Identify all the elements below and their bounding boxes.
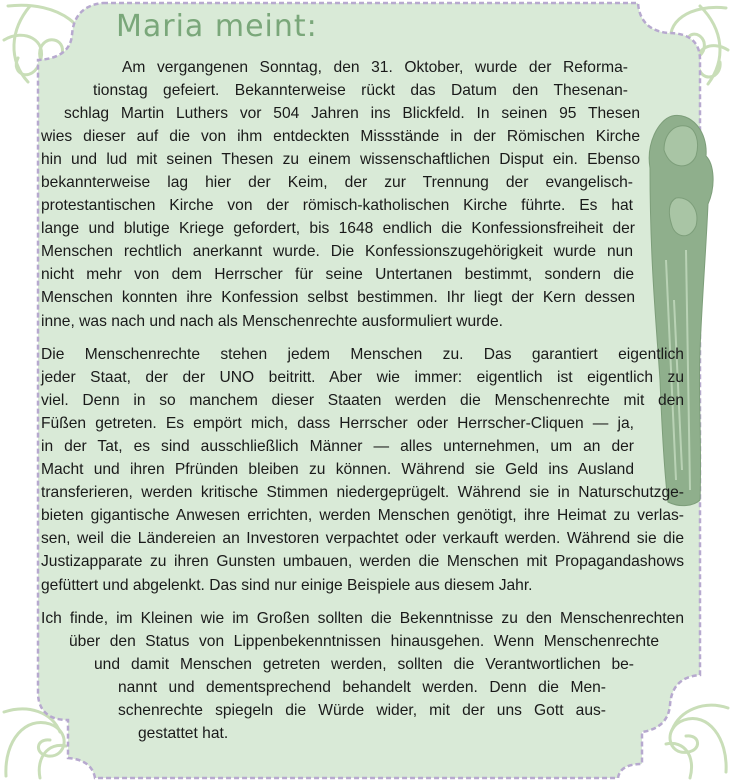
paragraph-3-line: über den Status von Lippenbekenntnissen hinausgehen. Wenn Menschenrechte xyxy=(69,633,659,650)
paragraph-3-line: Ich finde, im Kleinen wie im Großen sollten die Bekenntnisse zu den Menschenrechten xyxy=(41,610,684,627)
paragraph-1-line: hin und lud mit seinen Thesen zu einem wissenschaftlichen Disput ein. Ebenso xyxy=(41,151,640,168)
paragraph-2-line: Füßen getreten. Es empört mich, dass Herrscher oder Herrscher-Cliquen — ja, xyxy=(41,415,634,432)
paragraph-2-line: transferieren, werden kritische Stimmen niedergeprügelt. Während sie in Naturschutzge- xyxy=(41,484,684,501)
paragraph-2-line: jeder Staat, der der UNO beitritt. Aber wie immer: eigentlich ist eigentlich zu xyxy=(41,369,684,386)
paragraph-1-line: nicht mehr von dem Herrscher für seine Untertanen bestimmt, sondern die xyxy=(41,266,634,283)
paragraph-2-line: sen, weil die Ländereien an Investoren verpachtet oder verkauft werden. Während sie die xyxy=(41,530,684,547)
paragraph-3-line: gestattet hat. xyxy=(138,725,229,742)
paragraph-1-line: Am vergangenen Sonntag, den 31. Oktober, wurde der Reforma- xyxy=(122,59,628,76)
paragraph-2-line: viel. Denn in so manchem dieser Staaten werden die Menschenrechte mit den xyxy=(41,392,684,409)
paragraph-2-line: bieten gigantische Anwesen errichten, werden Menschen genötigt, ihre Heimat zu verlas- xyxy=(41,507,684,524)
paragraph-1-line: Menschen konnten ihre Konfession selbst bestimmen. Ihr liegt der Kern dessen xyxy=(41,289,635,306)
paragraph-1-line: wies dieser auf die von ihm entdeckten Missstände in der Römischen Kirche xyxy=(41,128,640,145)
paragraph-1-line: bekannterweise lag hier der Keim, der zur Trennung der evangelisch- xyxy=(41,174,633,191)
paragraph-1-line: schlag Martin Luthers vor 504 Jahren ins Blickfeld. In seinen 95 Thesen xyxy=(64,105,640,122)
paragraph-1-line: inne, was nach und nach als Menschenrechte ausformuliert wurde. xyxy=(41,313,504,330)
paragraph-2-line: Justizapparate zu ihren Gunsten umbauen, werden die Menschen mit Propagandashows xyxy=(41,553,684,570)
paragraph-2-line: Macht und ihren Pfründen bleiben zu können. Während sie Geld ins Ausland xyxy=(41,461,634,478)
paragraph-2-line: gefüttert und abgelenkt. Das sind nur einige Beispiele aus diesem Jahr. xyxy=(41,577,533,594)
article-body xyxy=(0,56,730,766)
paragraph-1-line: protestantischen Kirche von der römisch-katholischen Kirche führte. Es hat xyxy=(41,197,633,214)
paragraph-1-line: lange und blutige Kriege gefordert, bis 1648 endlich die Konfessionsfreiheit der xyxy=(41,220,635,237)
paragraph-3-line: und damit Menschen getreten werden, sollten die Verantwortlichen be- xyxy=(94,656,634,673)
page-title: Maria meint: xyxy=(116,9,318,44)
paragraph-3-line: schenrechte spiegeln die Würde wider, mit der uns Gott aus- xyxy=(118,702,606,719)
paragraph-1-line: Menschen rechtlich anerkannt wurde. Die Konfessionszugehörigkeit wurde nun xyxy=(41,243,633,260)
paragraph-3-line: nannt und dementsprechend behandelt werden. Denn die Men- xyxy=(118,679,606,696)
paragraph-1-line: tionstag gefeiert. Bekannterweise rückt das Datum den Thesenan- xyxy=(93,82,628,99)
paragraph-2-line: Die Menschenrechte stehen jedem Menschen zu. Das garantiert eigentlich xyxy=(41,346,684,363)
paragraph-2-line: in der Tat, es sind ausschließlich Männer — alles unternehmen, um an der xyxy=(41,438,634,455)
